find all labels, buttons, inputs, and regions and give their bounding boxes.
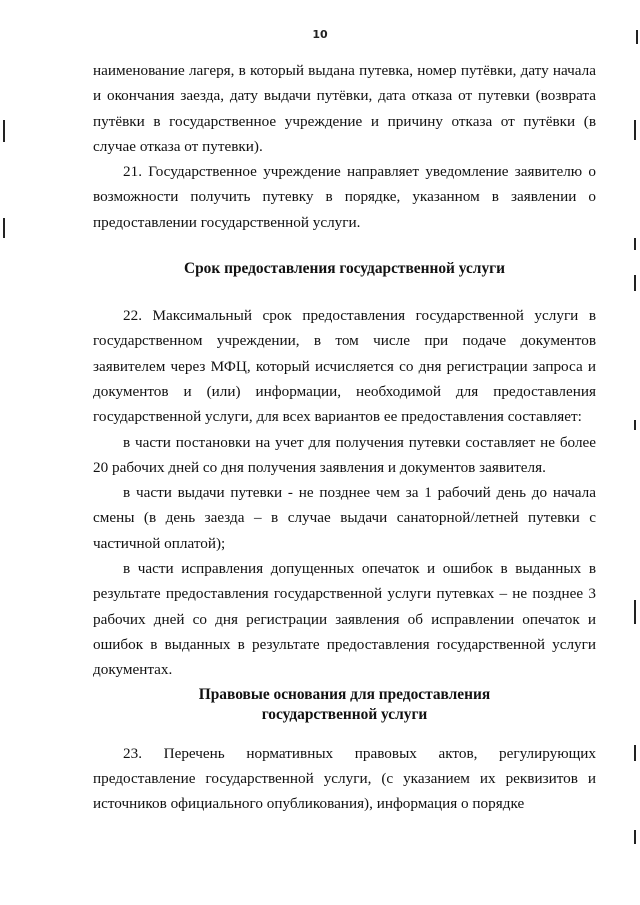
section-heading-legal-basis-line2: государственной услуги (261, 705, 428, 723)
scan-edge-mark (3, 218, 5, 238)
scan-edge-mark (634, 745, 636, 761)
scan-edge-mark (634, 120, 636, 140)
paragraph-22: 22. Максимальный срок предоставления государственной услуги в государственном учреждении, в том числе при подаче документов заявителем через МФЦ, который исчисляется со дня регистрации запроса и документов и (или) информации, необходимой для предоставления государственной услуги, для всех вариантов ее предоставления составляет: (93, 307, 596, 426)
scan-edge-mark (634, 275, 636, 291)
scan-edge-mark (634, 420, 636, 430)
paragraph-20-continuation: наименование лагеря, в который выдана путевка, номер путёвки, дату начала и окончания заезда, дату выдачи путёвки, дата отказа от путевки (возврата путёвки в государственное учреждение и причину отказа от путёвки (в случае отказа от путевки). (93, 62, 596, 155)
paragraph-22-corrections: в части исправления допущенных опечаток и ошибок в выданных в результате предоставления государственной услуги путевках – не позднее 3 рабочих дней со дня регистрации заявления об исправлении опечаток и ошибок в выданных в результате предоставления государственной услуги документах. (93, 560, 596, 679)
scan-edge-mark (634, 238, 636, 250)
page-number: 10 (312, 28, 328, 41)
scan-edge-mark (634, 600, 636, 624)
document-body (93, 58, 596, 816)
section-heading-legal-basis (93, 685, 596, 725)
paragraph-22-issuance: в части выдачи путевки - не позднее чем за 1 рабочий день до начала смены (в день заезда – в случае выдачи санаторной/летней путевки с частичной оплатой); (93, 484, 596, 552)
section-heading-deadline: Срок предоставления государственной услуги (184, 260, 505, 278)
section-heading-legal-basis-line1: Правовые основания для предоставления (198, 685, 491, 703)
scan-edge-mark (3, 120, 5, 142)
scan-edge-mark (634, 830, 636, 844)
paragraph-23: 23. Перечень нормативных правовых актов, регулирующих предоставление государственной услуги, (с указанием их реквизитов и источников официального опубликования), информация о порядке (93, 744, 596, 813)
paragraph-21: 21. Государственное учреждение направляет уведомление заявителю о возможности получить путевку в порядке, указанном в заявлении о предоставлении государственной услуги. (93, 163, 596, 231)
scan-edge-mark (636, 30, 638, 44)
paragraph-22-registration: в части постановки на учет для получения путевки составляет не более 20 рабочих дней со дня получения заявления и документов заявителя. (93, 433, 596, 476)
